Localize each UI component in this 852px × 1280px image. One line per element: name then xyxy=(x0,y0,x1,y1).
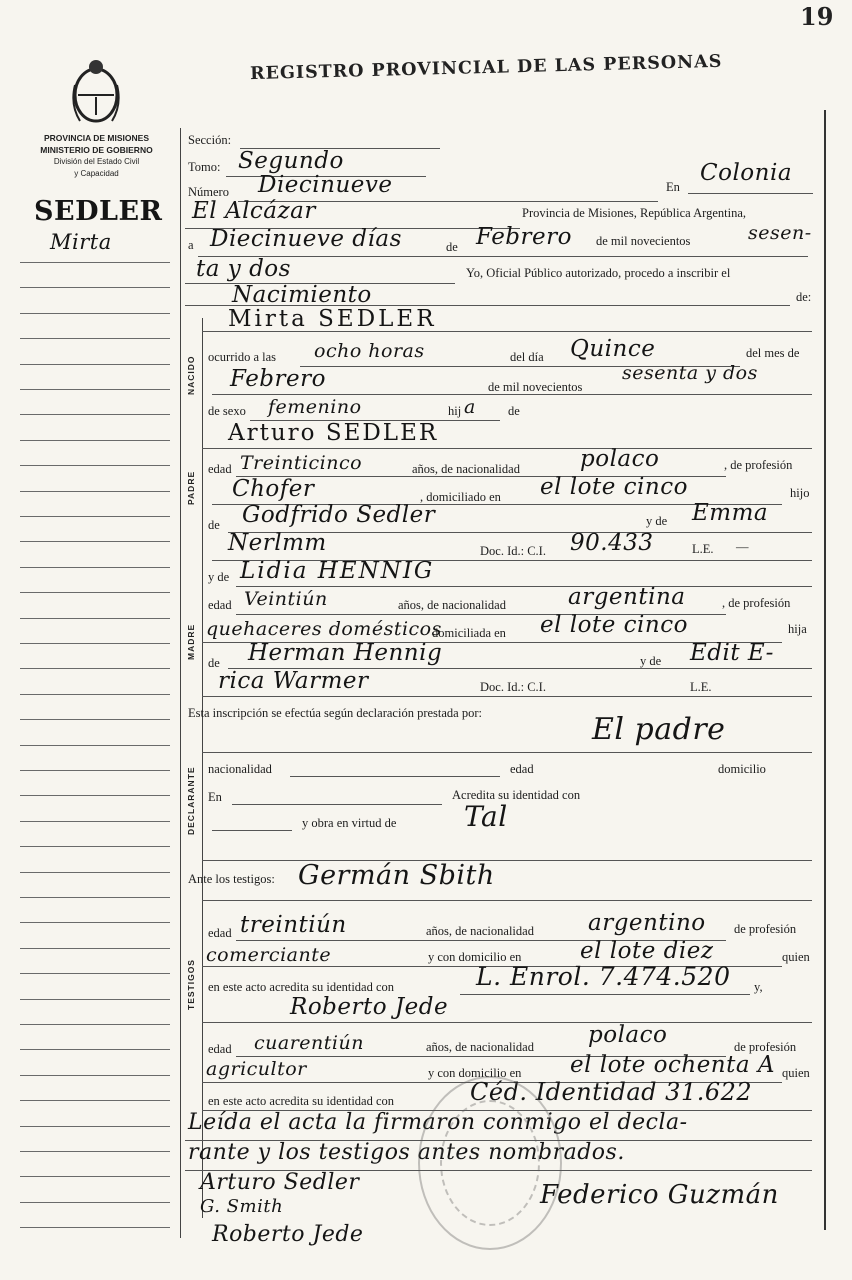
margin-rule xyxy=(20,745,170,746)
value-abuela1: Emma xyxy=(692,500,769,526)
en-line xyxy=(688,193,813,194)
value-padre-le: — xyxy=(736,540,749,554)
label-y: y, xyxy=(754,980,763,994)
label-del-mes: del mes de xyxy=(746,346,800,360)
value-abuelo-m: Herman Hennig xyxy=(248,640,443,666)
agency-ministry: MINISTERIO DE GOBIERNO xyxy=(40,145,153,155)
label-tomo: Tomo: xyxy=(188,160,221,174)
value-hija-sufijo: a xyxy=(464,396,476,418)
margin-rule xyxy=(20,364,170,365)
margin-rule xyxy=(20,922,170,923)
label-prof-padre: , de profesión xyxy=(724,458,793,472)
margin-rule xyxy=(20,897,170,898)
value-obra: Tal xyxy=(464,800,508,833)
declarante-line xyxy=(202,752,812,753)
value-acto: Nacimiento xyxy=(232,282,372,308)
margin-rule xyxy=(20,668,170,669)
margin-rule xyxy=(20,795,170,796)
margin-rule xyxy=(20,821,170,822)
en-decl-line xyxy=(232,804,442,805)
label-obra: y obra en virtud de xyxy=(302,816,397,830)
label-sexo: de sexo xyxy=(208,404,246,418)
value-testigo1: Germán Sbith xyxy=(298,860,495,891)
label-dom-t1: y con domicilio en xyxy=(428,950,522,964)
label-quien-1: quien xyxy=(782,950,810,964)
label-anios-padre: años, de nacionalidad xyxy=(412,462,520,476)
label-de-abuelo-m: de xyxy=(208,656,220,670)
official-seal-inner xyxy=(440,1100,540,1226)
margin-rule xyxy=(20,872,170,873)
section-padre: PADRE xyxy=(186,470,196,505)
value-numero: Diecinueve xyxy=(258,172,393,198)
value-dia: Diecinueve días xyxy=(210,226,402,252)
label-hijo: hijo xyxy=(790,486,810,500)
value-abuela-m1: Edit E- xyxy=(690,640,774,666)
label-edad-madre: edad xyxy=(208,598,232,612)
nac-decl-line xyxy=(290,776,500,777)
margin-rule xyxy=(20,694,170,695)
value-t1-prof: comerciante xyxy=(206,944,332,966)
value-abuela2: Nerlmm xyxy=(228,530,327,556)
margin-rule xyxy=(20,1049,170,1050)
agency-capacity: y Capacidad xyxy=(74,169,119,178)
value-madre: Lidia HENNIG xyxy=(240,558,435,584)
label-en-decl: En xyxy=(208,790,222,804)
margin-rule xyxy=(20,846,170,847)
value-madre-prof: quehaceres domésticos xyxy=(206,618,442,640)
closing-line-2: rante y los testigos antes nombrados. xyxy=(188,1140,625,1165)
margin-rule xyxy=(20,618,170,619)
value-t2-nac: polaco xyxy=(588,1022,668,1048)
agency-block xyxy=(14,132,179,180)
value-abuela-m2: rica Warmer xyxy=(218,668,369,694)
value-t1-edad: treintiún xyxy=(240,912,347,938)
value-t2-dom: el lote ochenta A xyxy=(570,1052,775,1078)
value-padre-prof: Chofer xyxy=(232,476,315,502)
margin-rule xyxy=(20,414,170,415)
label-y-de-1: y de xyxy=(646,514,668,528)
signature-official: Federico Guzmán xyxy=(540,1180,779,1210)
section-rule xyxy=(202,318,203,1218)
value-abuelo: Godfrido Sedler xyxy=(242,502,436,528)
label-yo-oficial: Yo, Oficial Público autorizado, procedo a inscribir el xyxy=(466,266,731,280)
value-hora: ocho horas xyxy=(314,340,425,362)
label-de-1: de xyxy=(446,240,458,254)
section-declarante: DECLARANTE xyxy=(186,766,196,835)
madre-line xyxy=(236,586,812,587)
argentina-coat-of-arms-icon xyxy=(70,55,122,127)
value-anio-1: sesen- xyxy=(748,222,812,244)
value-t1-nac: argentino xyxy=(588,910,706,936)
label-edad-t2: edad xyxy=(208,1042,232,1056)
main-frame-left xyxy=(180,128,181,1238)
margin-rule xyxy=(20,643,170,644)
label-dom-madre: domiciliada en xyxy=(432,626,506,640)
value-tomo: Segundo xyxy=(238,148,344,174)
label-ante-testigos: Ante los testigos: xyxy=(188,872,275,886)
value-padre-nac: polaco xyxy=(580,446,660,472)
value-declarante: El padre xyxy=(592,712,726,747)
value-t2-edad: cuarentiún xyxy=(254,1032,364,1054)
label-prof-t2: de profesión xyxy=(734,1040,797,1054)
value-lugar: El Alcázar xyxy=(192,198,316,224)
margin-rule xyxy=(20,491,170,492)
obra-line xyxy=(212,830,292,831)
value-nombre: Mirta SEDLER xyxy=(228,306,437,332)
main-frame-right xyxy=(824,110,826,1230)
label-anios-t1: años, de nacionalidad xyxy=(426,924,534,938)
agency-division: División del Estado Civil xyxy=(53,157,140,166)
signature-testigo2: Roberto Jede xyxy=(212,1222,364,1247)
nombre-line xyxy=(202,331,812,332)
margin-rule xyxy=(20,567,170,568)
value-sexo: femenino xyxy=(268,396,362,418)
value-t1-doc: L. Enrol. 7.474.520 xyxy=(476,962,731,991)
label-dom-t2: y con domicilio en xyxy=(428,1066,522,1080)
margin-rule xyxy=(20,1202,170,1203)
margin-rule xyxy=(20,262,170,263)
value-padre-edad: Treinticinco xyxy=(240,452,363,474)
label-provincia: Provincia de Misiones, República Argentina, xyxy=(522,206,747,220)
label-en-este-acto-1: en este acto acredita su identidad con xyxy=(208,980,395,994)
margin-rule xyxy=(20,973,170,974)
label-domicilio: domicilio xyxy=(718,762,766,776)
margin-rule xyxy=(20,287,170,288)
value-t2-doc: Céd. Identidad 31.622 xyxy=(470,1078,753,1106)
value-madre-dom: el lote cinco xyxy=(540,612,688,638)
margin-rule xyxy=(20,313,170,314)
margin-rule xyxy=(20,440,170,441)
label-hija: hija xyxy=(788,622,807,636)
value-anio-nac: sesenta y dos xyxy=(622,362,758,384)
padre-line xyxy=(202,448,812,449)
label-doc-madre: Doc. Id.: C.I. xyxy=(480,680,546,694)
label-y-de-madre: y de xyxy=(208,570,230,584)
label-edad-t1: edad xyxy=(208,926,232,940)
decl-bottom-line xyxy=(202,860,812,861)
label-de-colon: de: xyxy=(796,290,812,304)
margin-rule xyxy=(20,1024,170,1025)
label-acredita: Acredita su identidad con xyxy=(452,788,581,802)
value-madre-nac: argentina xyxy=(568,584,686,610)
label-doc-padre: Doc. Id.: C.I. xyxy=(480,544,546,558)
value-mes: Febrero xyxy=(476,224,572,250)
label-del-dia: del día xyxy=(510,350,544,364)
doc-madre-line xyxy=(202,696,812,697)
label-prof-madre: , de profesión xyxy=(722,596,791,610)
margin-rule xyxy=(20,1075,170,1076)
margin-given-name: Mirta xyxy=(50,230,112,254)
margin-rule xyxy=(20,1176,170,1177)
value-dia-nac: Quince xyxy=(570,336,656,362)
testigo2-line xyxy=(202,1022,812,1023)
page-title: REGISTRO PROVINCIAL DE LAS PERSONAS xyxy=(249,51,723,85)
agency-province: PROVINCIA DE MISIONES xyxy=(43,133,149,143)
signature-testigo1: G. Smith xyxy=(200,1196,284,1217)
doc-t1-line xyxy=(460,994,750,995)
value-t1-dom: el lote diez xyxy=(580,938,714,964)
value-madre-edad: Veintiún xyxy=(244,588,328,610)
label-le-madre: L.E. xyxy=(690,680,712,694)
value-en: Colonia xyxy=(700,160,793,186)
margin-surname: SEDLER xyxy=(34,196,163,227)
label-numero: Número xyxy=(188,185,229,199)
margin-rule xyxy=(20,770,170,771)
section-madre: MADRE xyxy=(186,623,196,660)
margin-rule xyxy=(20,592,170,593)
label-inscripcion: Esta inscripción se efectúa según declaración prestada por: xyxy=(188,706,482,720)
label-anios-madre: años, de nacionalidad xyxy=(398,598,506,612)
margin-rule xyxy=(20,338,170,339)
margin-rule xyxy=(20,516,170,517)
testigo1-line xyxy=(202,900,812,901)
value-t2-prof: agricultor xyxy=(206,1058,307,1080)
label-anios-t2: años, de nacionalidad xyxy=(426,1040,534,1054)
margin-rule xyxy=(20,999,170,1000)
margin-rule xyxy=(20,948,170,949)
margin-rule xyxy=(20,541,170,542)
label-a: a xyxy=(188,238,194,252)
closing-line-1: Leída el acta la firmaron conmigo el decla- xyxy=(188,1110,688,1135)
label-hij: hij xyxy=(448,404,462,418)
margin-rule xyxy=(20,719,170,720)
margin-rule xyxy=(20,1126,170,1127)
margin-rule xyxy=(20,1100,170,1101)
label-de-2: de xyxy=(508,404,520,418)
label-nacionalidad: nacionalidad xyxy=(208,762,272,776)
label-prof-t1: de profesión xyxy=(734,922,797,936)
margin-rule xyxy=(20,1151,170,1152)
signature-declarante: Arturo Sedler xyxy=(200,1170,360,1195)
label-dom-padre: , domiciliado en xyxy=(420,490,501,504)
margin-rule xyxy=(20,389,170,390)
value-mes-nac: Febrero xyxy=(230,366,326,392)
label-le-padre: L.E. xyxy=(692,542,714,556)
label-de-abuelo: de xyxy=(208,518,220,532)
label-en: En xyxy=(666,180,680,194)
label-de-mil-2: de mil novecientos xyxy=(488,380,583,394)
label-edad-padre: edad xyxy=(208,462,232,476)
section-testigos: TESTIGOS xyxy=(186,959,196,1010)
value-padre-dom: el lote cinco xyxy=(540,474,688,500)
label-edad-decl: edad xyxy=(510,762,534,776)
value-padre-ci: 90.433 xyxy=(570,530,654,556)
value-padre: Arturo SEDLER xyxy=(228,420,439,446)
label-quien-2: quien xyxy=(782,1066,810,1080)
value-anio-2: ta y dos xyxy=(196,256,291,282)
label-y-de-2: y de xyxy=(640,654,662,668)
margin-rule xyxy=(20,1227,170,1228)
value-testigo2: Roberto Jede xyxy=(290,994,449,1020)
label-seccion: Sección: xyxy=(188,133,232,147)
label-ocurrido: ocurrido a las xyxy=(208,350,277,364)
mes-nac-line xyxy=(212,394,812,395)
margin-rule xyxy=(20,465,170,466)
label-en-este-acto-2: en este acto acredita su identidad con xyxy=(208,1094,395,1108)
label-de-mil-1: de mil novecientos xyxy=(596,234,691,248)
section-nacido: NACIDO xyxy=(186,355,196,395)
page-number: 19 xyxy=(800,2,834,31)
